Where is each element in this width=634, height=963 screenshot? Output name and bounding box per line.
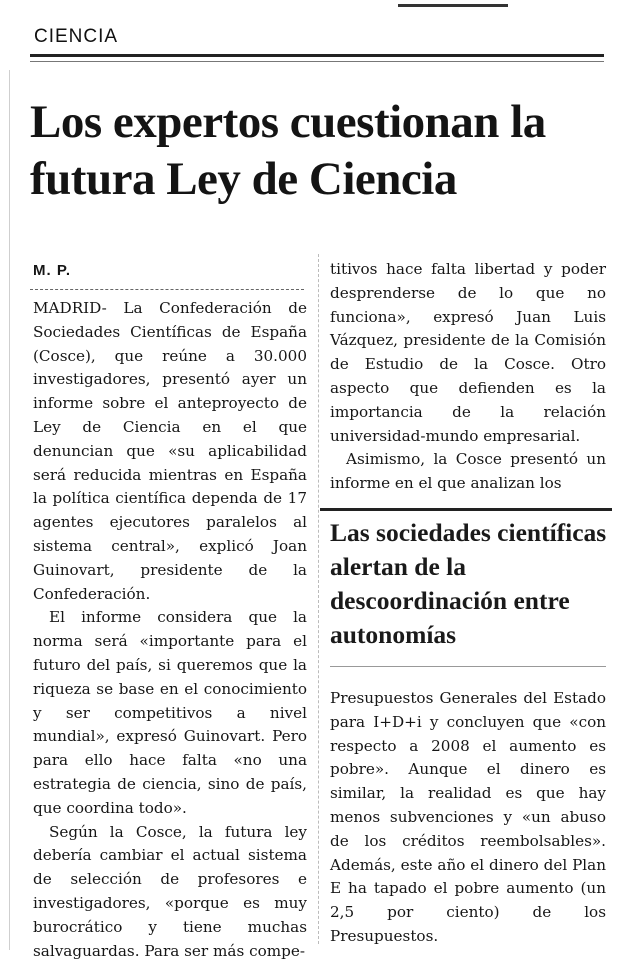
byline: M. P.: [33, 262, 72, 279]
paragraph: Asimismo, la Cosce presentó un informe en el que analizan los: [330, 450, 606, 493]
paragraph: MADRID- La Confederación de Sociedades Científicas de España (Cosce), que reúne a 30.000 investigadores, presentó ayer un informe sobre el anteproyecto de Ley de Ciencia en el que denuncian que «su aplicabilidad será reducida mientras en España la política científica dependa de 17 agentes ejecutores paralelos al sistema central», explicó Joan Guinovart, presidente de la Confederación.: [33, 299, 307, 603]
masthead-fragment-rule: [398, 0, 508, 7]
article-subhead: Las sociedades científicas alertan de la descoordinación entre autonomías: [330, 518, 607, 649]
page-edge-rule: [9, 70, 10, 950]
byline-rule: [30, 289, 304, 290]
article-column-3: [330, 687, 606, 949]
article-column-2: [330, 258, 606, 496]
subhead-bottom-rule: [330, 666, 606, 667]
paragraph: titivos hace falta libertad y poder desprenderse de lo que no funciona», expresó Juan Luis Vázquez, presidente de la Comisión de Estudio de la Cosce. Otro aspecto que defienden es la importancia de la relación universidad-mundo empresarial.: [330, 260, 606, 445]
column-divider: [318, 254, 320, 944]
subhead-top-rule: [320, 508, 612, 511]
article-column-1: [33, 297, 307, 963]
section-label: CIENCIA: [34, 26, 119, 47]
paragraph: Según la Cosce, la futura ley debería cambiar el actual sistema de selección de profesores e investigadores, «porque es muy burocrático y tiene muchas salvaguardas. Para ser más compe-: [33, 822, 307, 960]
article-headline: Los expertos cuestionan la futura Ley de Ciencia: [30, 96, 546, 205]
paragraph: El informe considera que la norma será «importante para el futuro del país, si queremos que la riqueza se base en el conocimiento y ser competitivos a nivel mundial», expresó Guinovart. Pero para ello hace falta «no una estrategia de ciencia, sino de país, que coordina todo».: [33, 608, 307, 817]
paragraph: Presupuestos Generales del Estado para I+D+i y concluyen que «con respecto a 2008 el aumento es pobre». Aunque el dinero es similar, la realidad es que hay menos subvenciones y «un abuso de los créditos reembolsables». Además, este año el dinero del Plan E ha tapado el pobre aumento (un 2,5 por ciento) de los Presupuestos.: [330, 689, 606, 945]
section-header: [30, 26, 604, 57]
